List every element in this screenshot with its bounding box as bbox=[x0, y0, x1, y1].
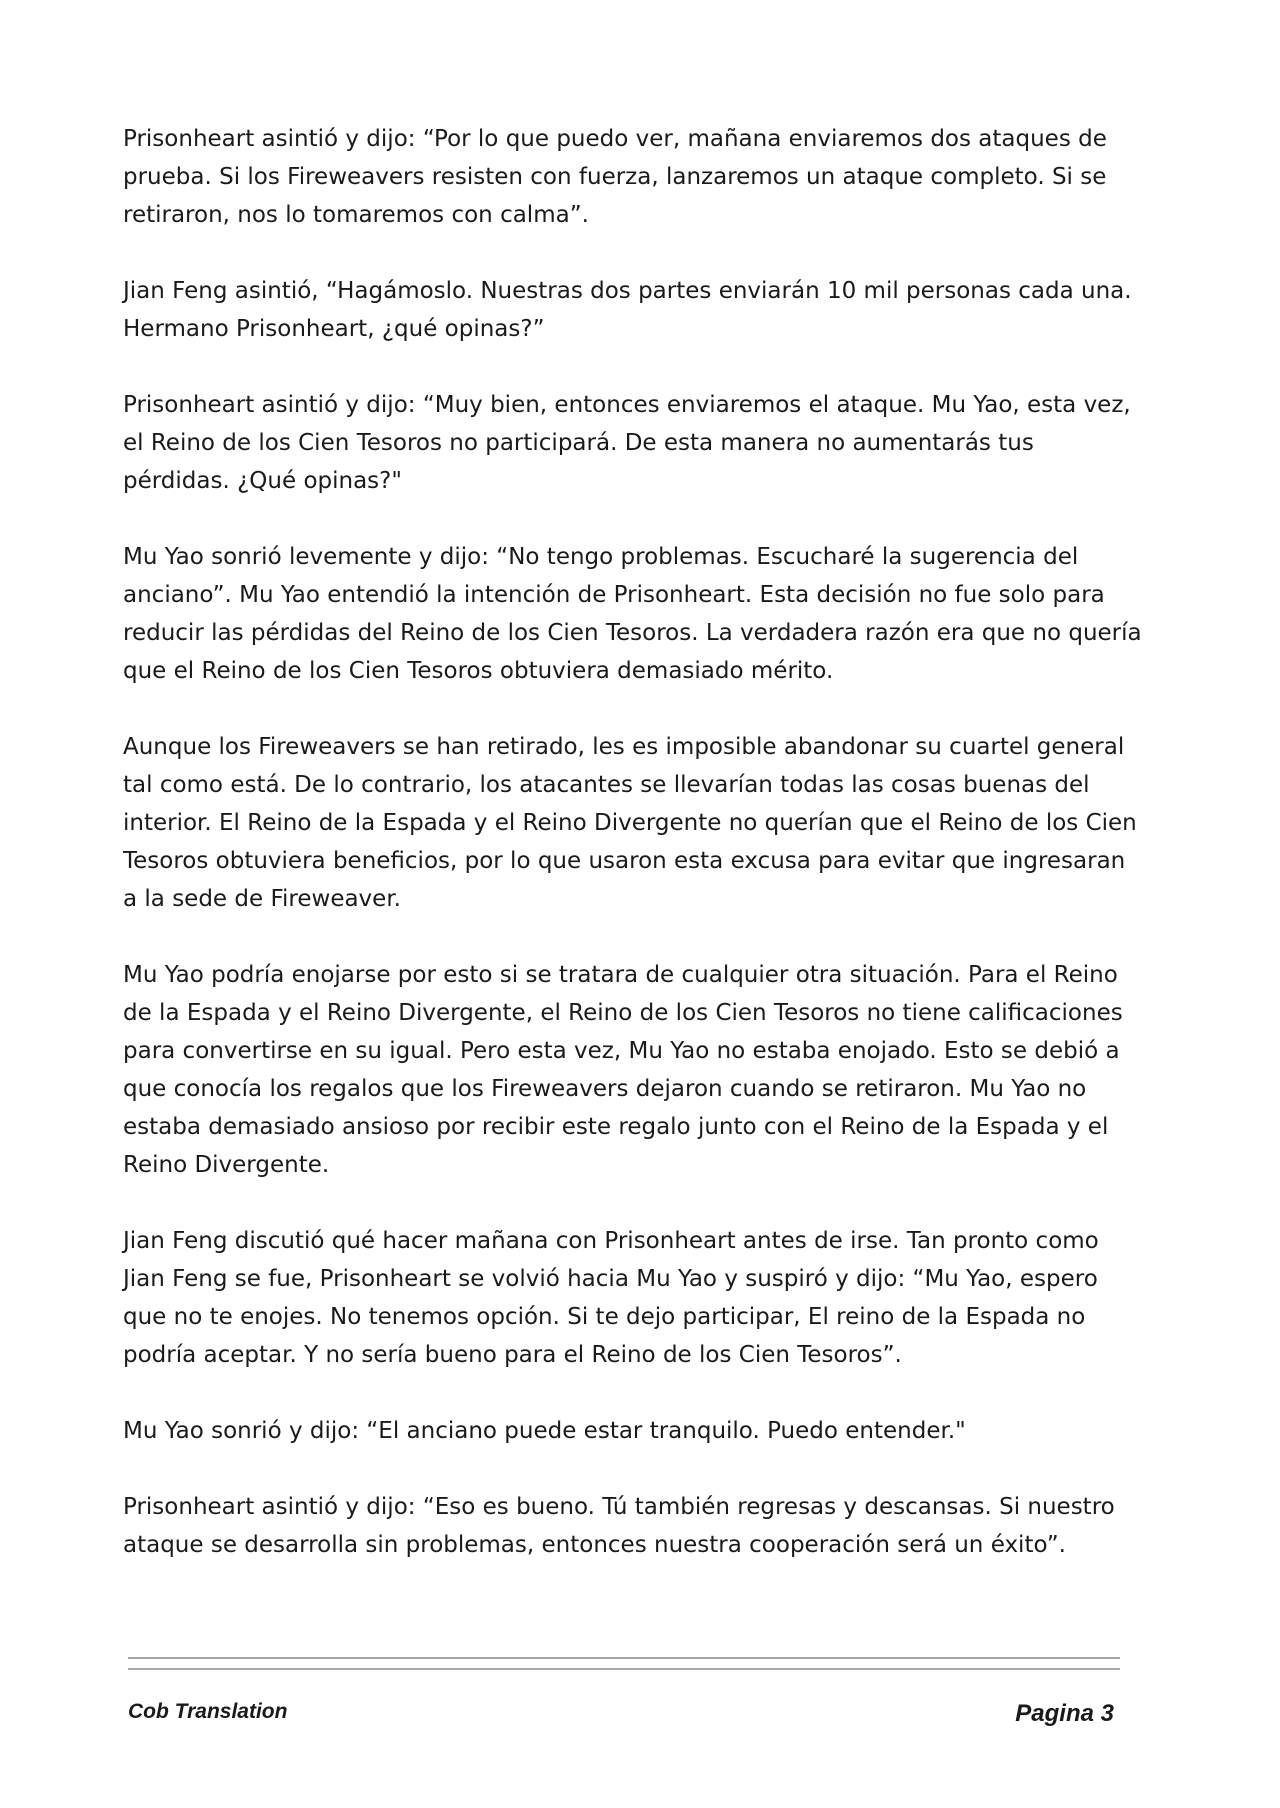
paragraph-2: Jian Feng asintió, “Hagámoslo. Nuestras dos partes enviarán 10 mil personas cada una. Hermano Prisonheart, ¿qué opinas?” bbox=[123, 278, 1132, 342]
paragraph-6: Mu Yao podría enojarse por esto si se tratara de cualquier otra situación. Para el Reino de la Espada y el Reino Divergente, el Reino de los Cien Tesoros no tiene calificaciones para convertirse en su igual. Pero esta vez, Mu Yao no estaba enojado. Esto se debió a que conocía los regalos que los Fireweavers dejaron cuando se retiraron. Mu Yao no estaba demasiado ansioso por recibir este regalo junto con el Reino de la Espada y el Reino Divergente. bbox=[123, 962, 1123, 1178]
paragraph-7: Jian Feng discutió qué hacer mañana con Prisonheart antes de irse. Tan pronto como Jian Feng se fue, Prisonheart se volvió hacia Mu Yao y suspiró y dijo: “Mu Yao, espero que no te enojes. No tenemos opción. Si te dejo participar, El reino de la Espada no podría aceptar. Y no sería bueno para el Reino de los Cien Tesoros”. bbox=[123, 1228, 1099, 1368]
footer-translator-credit: Cob Translation bbox=[128, 1700, 288, 1723]
paragraph-3: Prisonheart asintió y dijo: “Muy bien, entonces enviaremos el ataque. Mu Yao, esta vez, el Reino de los Cien Tesoros no participará. De esta manera no aumentarás tus pérdidas. ¿Qué opinas?" bbox=[123, 392, 1131, 494]
footer-divider-bottom bbox=[128, 1668, 1120, 1670]
paragraph-4: Mu Yao sonrió levemente y dijo: “No tengo problemas. Escucharé la sugerencia del anciano”. Mu Yao entendió la intención de Prisonheart. Esta decisión no fue solo para reducir las pérdidas del Reino de los Cien Tesoros. La verdadera razón era que no quería que el Reino de los Cien Tesoros obtuviera demasiado mérito. bbox=[123, 544, 1142, 684]
paragraph-5: Aunque los Fireweavers se han retirado, les es imposible abandonar su cuartel general tal como está. De lo contrario, los atacantes se llevarían todas las cosas buenas del interior. El Reino de la Espada y el Reino Divergente no querían que el Reino de los Cien Tesoros obtuviera beneficios, por lo que usaron esta excusa para evitar que ingresaran a la sede de Fireweaver. bbox=[123, 734, 1137, 912]
paragraph-8: Mu Yao sonrió y dijo: “El anciano puede estar tranquilo. Puedo entender." bbox=[123, 1418, 966, 1444]
footer-page-number: Pagina 3 bbox=[1015, 1700, 1114, 1727]
footer-divider-top bbox=[128, 1657, 1120, 1659]
document-body bbox=[123, 120, 1143, 1602]
paragraph-1: Prisonheart asintió y dijo: “Por lo que puedo ver, mañana enviaremos dos ataques de prueba. Si los Fireweavers resisten con fuerza, lanzaremos un ataque completo. Si se retiraron, nos lo tomaremos con calma”. bbox=[123, 126, 1107, 228]
paragraph-9: Prisonheart asintió y dijo: “Eso es bueno. Tú también regresas y descansas. Si nuestro ataque se desarrolla sin problemas, entonces nuestra cooperación será un éxito”. bbox=[123, 1494, 1115, 1558]
